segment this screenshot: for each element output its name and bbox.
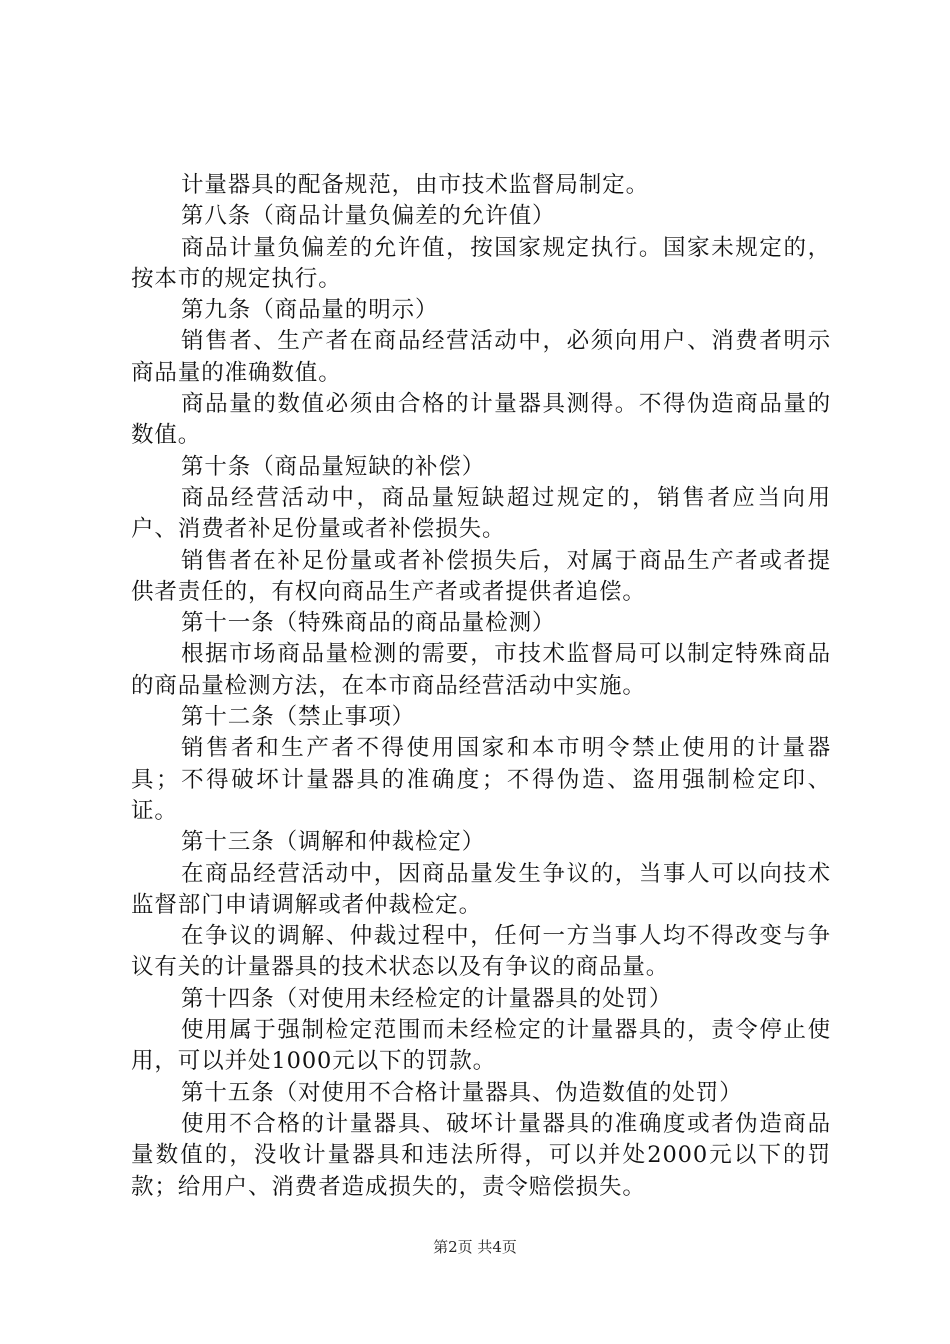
paragraph: 根据市场商品量检测的需要，市技术监督局可以制定特殊商品的商品量检测方法，在本市商品经营活动中实施。 xyxy=(131,641,831,699)
article-heading: 第十二条（禁止事项） xyxy=(181,704,416,731)
paragraph: 销售者在补足份量或者补偿损失后，对属于商品生产者或者提供者责任的，有权向商品生产者或者提供者追偿。 xyxy=(131,547,831,605)
article-heading: 第九条（商品量的明示） xyxy=(181,297,439,324)
paragraph: 在争议的调解、仲裁过程中，任何一方当事人均不得改变与争议有关的计量器具的技术状态以及有争议的商品量。 xyxy=(131,923,831,981)
article-heading: 第十五条（对使用不合格计量器具、伪造数值的处罚） xyxy=(181,1079,743,1106)
document-body xyxy=(131,170,831,1203)
paragraph: 使用属于强制检定范围而未经检定的计量器具的，责令停止使用，可以并处1000元以下的罚款。 xyxy=(131,1017,831,1075)
paragraph: 商品计量负偏差的允许值，按国家规定执行。国家未规定的，按本市的规定执行。 xyxy=(131,234,831,292)
paragraph: 在商品经营活动中，因商品量发生争议的，当事人可以向技术监督部门申请调解或者仲裁检定。 xyxy=(131,860,831,918)
paragraph: 销售者、生产者在商品经营活动中，必须向用户、消费者明示商品量的准确数值。 xyxy=(131,328,831,386)
paragraph: 销售者和生产者不得使用国家和本市明令禁止使用的计量器具；不得破坏计量器具的准确度；不得伪造、盗用强制检定印、证。 xyxy=(131,735,831,824)
article-heading: 第十三条（调解和仲裁检定） xyxy=(181,829,486,856)
paragraph: 商品经营活动中，商品量短缺超过规定的，销售者应当向用户、消费者补足份量或者补偿损失。 xyxy=(131,484,831,543)
article-heading: 第八条（商品计量负偏差的允许值） xyxy=(181,203,556,230)
paragraph: 使用不合格的计量器具、破坏计量器具的准确度或者伪造商品量数值的，没收计量器具和违法所得，可以并处2000元以下的罚款；给用户、消费者造成损失的，责令赔偿损失。 xyxy=(131,1110,831,1200)
article-heading: 第十条（商品量短缺的补偿） xyxy=(181,453,486,480)
article-heading: 第十一条（特殊商品的商品量检测） xyxy=(181,610,556,637)
page-number-footer: 第2页 共4页 xyxy=(433,1238,517,1256)
paragraph: 计量器具的配备规范，由市技术监督局制定。 xyxy=(181,172,650,198)
paragraph: 商品量的数值必须由合格的计量器具测得。不得伪造商品量的数值。 xyxy=(131,391,831,449)
article-heading: 第十四条（对使用未经检定的计量器具的处罚） xyxy=(181,985,673,1012)
